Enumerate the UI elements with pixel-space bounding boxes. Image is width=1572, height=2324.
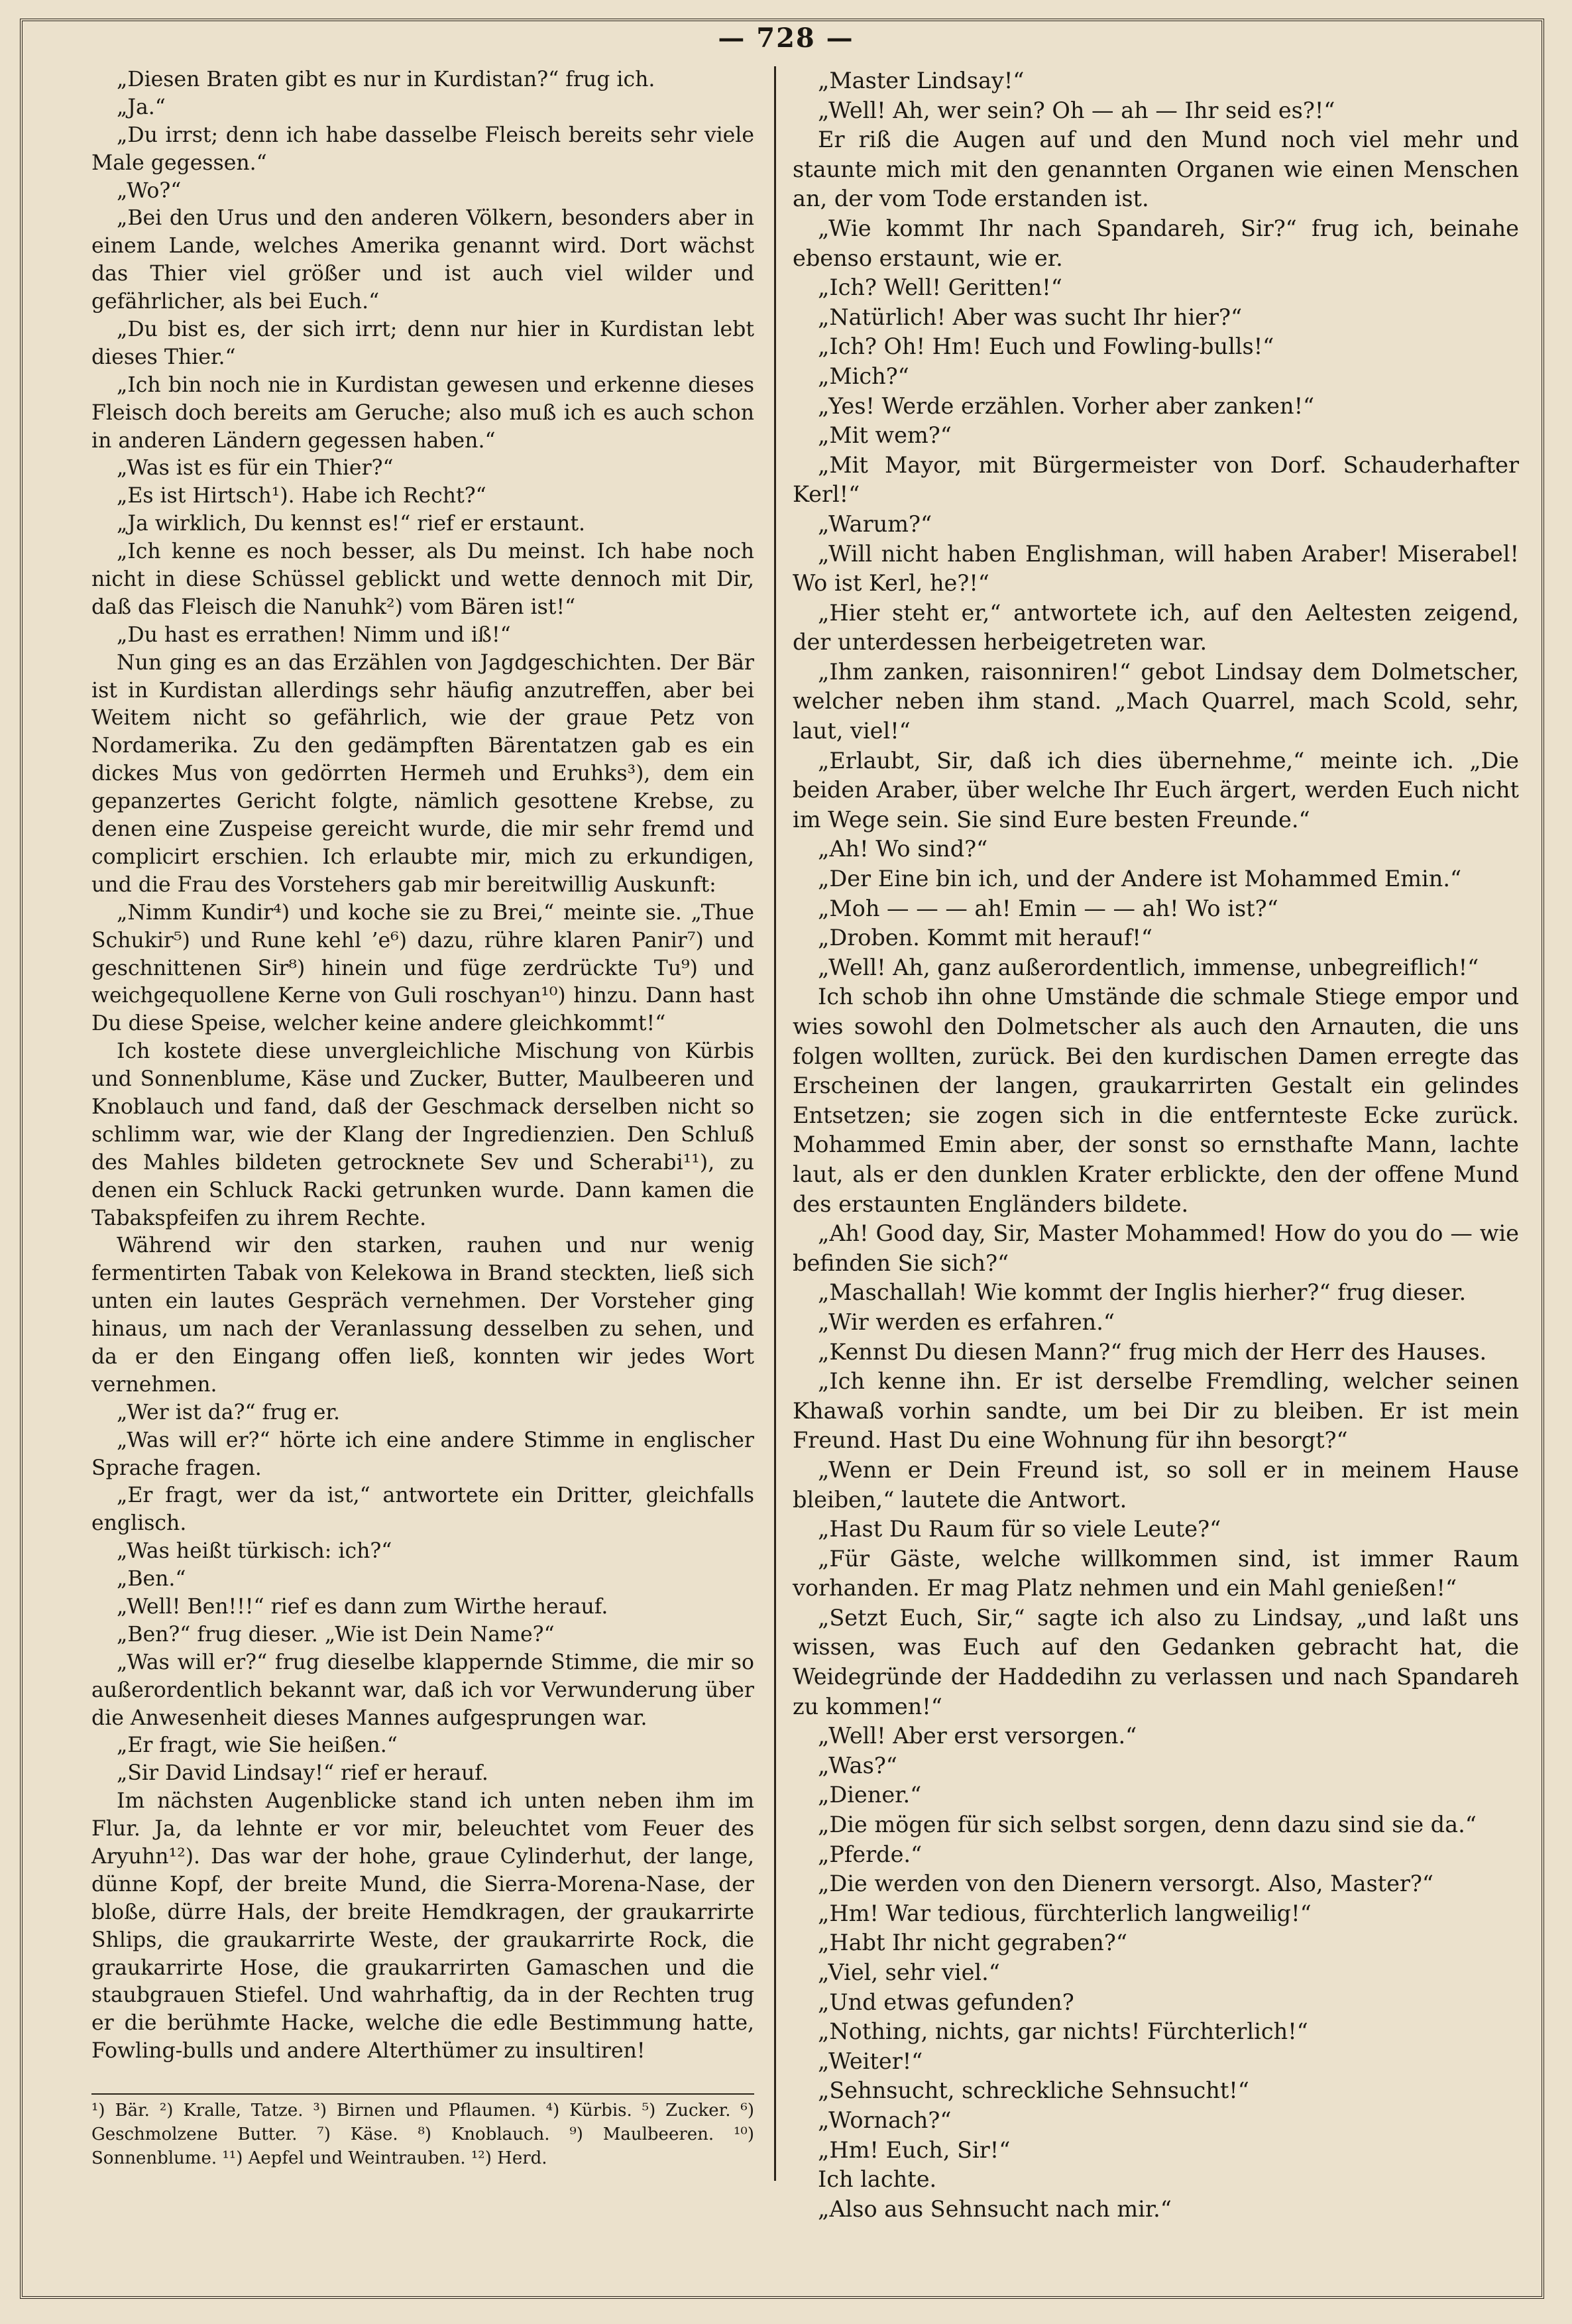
paragraph: „Hm! Euch, Sir!“	[818, 2136, 1011, 2163]
paragraph: „Was?“	[818, 1752, 897, 1778]
paragraph: „Sehnsucht, schreckliche Sehnsucht!“	[818, 2077, 1249, 2104]
paragraph: „Ihm zanken, raisonniren!“ gebot Lindsay dem Dolmetscher, welcher neben ihm stand. „Mach Quarrel, mach Scold, sehr, laut, viel!“	[793, 658, 1519, 744]
paragraph: „Ben?“ frug dieser. „Wie ist Dein Name?“	[117, 1622, 555, 1647]
paragraph: „Hier steht er,“ antwortete ich, auf den Aeltesten zeigend, der unterdessen herbeigetreten war.	[793, 599, 1519, 656]
paragraph: „Bei den Urus und den anderen Völkern, besonders aber in einem Lande, welches Amerika genannt wird. Dort wächst das Thier viel größer und ist auch viel wilder und gefährlicher, als bei Euch.“	[91, 206, 754, 314]
paragraph: „Well! Ah, ganz außerordentlich, immense, unbegreiflich!“	[818, 954, 1479, 980]
paragraph: „Kennst Du diesen Mann?“ frug mich der Herr des Hauses.	[818, 1338, 1487, 1365]
paragraph: „Wo?“	[117, 178, 182, 203]
paragraph: „Die werden von den Dienern versorgt. Also, Master?“	[818, 1871, 1434, 1897]
paragraph: „Was will er?“ frug dieselbe klappernde Stimme, die mir so außerordentlich bekannt war, daß ich vor Verwunderung über die Anwesenheit dieses Mannes aufgesprungen war.	[91, 1650, 754, 1730]
paragraph: „Die mögen für sich selbst sorgen, denn dazu sind sie da.“	[818, 1812, 1477, 1838]
footnotes: ¹) Bär. ²) Kralle, Tatze. ³) Birnen und Pflaumen. ⁴) Kürbis. ⁵) Zucker. ⁶) Geschmolzene Butter. ⁷) Käse. ⁸) Knoblauch. ⁹) Maulbeeren. ¹⁰) Sonnenblume. ¹¹) Aepfel und Weintrauben. ¹²) Herd.	[91, 2101, 754, 2168]
paragraph: Er riß die Augen auf und den Mund noch viel mehr und staunte mich mit den genannten Organen wie einen Menschen an, der vom Tode erstanden ist.	[793, 127, 1519, 212]
paragraph: „Setzt Euch, Sir,“ sagte ich also zu Lindsay, „und laßt uns wissen, was Euch auf den Gedanken gebracht hat, die Weidegründe der Haddedihn zu verlassen und nach Spandareh zu kommen!“	[793, 1604, 1519, 1719]
paragraph: „Warum?“	[818, 510, 932, 537]
paragraph: Ich kostete diese unvergleichliche Mischung von Kürbis und Sonnenblume, Käse und Zucker, Butter, Maulbeeren und Knoblauch und fand, daß der Geschmack derselben nicht so schlimm war, wie der Klang der Ingredienzien. Den Schluß des Mahles bildeten getrocknete Sev und Scherabi¹¹), zu denen ein Schluck Racki getrunken wurde. Dann kamen die Tabakspfeifen zu ihrem Rechte.	[91, 1039, 754, 1230]
paragraph: „Du hast es errathen! Nimm und iß!“	[117, 622, 511, 647]
paragraph: „Wornach?“	[818, 2107, 952, 2133]
page-number: — 728 —	[718, 23, 854, 54]
paragraph: „Und etwas gefunden?	[818, 1989, 1074, 2015]
paragraph: „Weiter!“	[818, 2048, 923, 2074]
paragraph: „Erlaubt, Sir, daß ich dies übernehme,“ meinte ich. „Die beiden Araber, über welche Ihr Euch ärgert, werden Euch nicht im Wege sein. Sie sind Eure besten Freunde.“	[793, 747, 1519, 833]
paragraph: „Was will er?“ hörte ich eine andere Stimme in englischer Sprache fragen.	[91, 1428, 754, 1480]
paragraph: „Ich? Oh! Hm! Euch und Fowling-bulls!“	[818, 333, 1274, 360]
paragraph: „Nimm Kundir⁴) und koche sie zu Brei,“ meinte sie. „Thue Schukir⁵) und Rune kehl ’e⁶) dazu, rühre klaren Panir⁷) und geschnittenen Sir⁸) hinein und füge zerdrückte Tu⁹) und weichgequollene Kerne von Guli roschyan¹⁰) hinzu. Dann hast Du diese Speise, welcher keine andere gleichkommt!“	[91, 900, 754, 1036]
column-divider	[774, 66, 776, 2181]
paragraph: „Er fragt, wer da ist,“ antwortete ein Dritter, gleichfalls englisch.	[91, 1483, 754, 1536]
paragraph: Im nächsten Augenblicke stand ich unten neben ihm im Flur. Ja, da lehnte er vor mir, beleuchtet vom Feuer des Aryuhn¹²). Das war der hohe, graue Cylinderhut, der lange, dünne Kopf, der breite Mund, die Sierra-Morena-Nase, der bloße, dürre Hals, der breite Hemdkragen, der graukarrirte Shlips, die graukarrirte Weste, der graukarrirte Rock, die graukarrirte Hose, die graukarrirten Gamaschen und die staubgrauen Stiefel. Und wahrhaftig, da in der Rechten trug er die berühmte Hacke, welche die edle Bestimmung hatte, Fowling-bulls und andere Alterthümer zu insultiren!	[91, 1789, 754, 2063]
paragraph: „Es ist Hirtsch¹). Habe ich Recht?“	[117, 484, 486, 508]
paragraph: „Für Gäste, welche willkommen sind, ist immer Raum vorhanden. Er mag Platz nehmen und ein Mahl genießen!“	[793, 1545, 1519, 1601]
paragraph: Nun ging es an das Erzählen von Jagdgeschichten. Der Bär ist in Kurdistan allerdings sehr häufig anzutreffen, aber bei Weitem nicht so gefährlich, wie der graue Petz von Nordamerika. Zu den gedämpften Bärentatzen gab es ein dickes Mus von gedörrten Hermeh und Eruhks³), dem ein gepanzertes Gericht folgte, nämlich gesottene Krebse, zu denen eine Zuspeise gereicht wurde, die mir sehr fremd und complicirt erschien. Ich erlaubte mir, mich zu erkundigen, und die Frau des Vorstehers gab mir bereitwillig Auskunft:	[91, 650, 754, 897]
left-text-column	[91, 66, 754, 2065]
paragraph: „Pferde.“	[818, 1841, 923, 1867]
paragraph: „Ich kenne es noch besser, als Du meinst. Ich habe noch nicht in diese Schüssel geblickt und wette dennoch mit Dir, daß das Fleisch die Nanuhk²) vom Bären ist!“	[91, 540, 754, 619]
paragraph: „Natürlich! Aber was sucht Ihr hier?“	[818, 304, 1243, 330]
paragraph: „Ben.“	[117, 1567, 186, 1592]
paragraph: „Du irrst; denn ich habe dasselbe Fleisch bereits sehr viele Male gegessen.“	[91, 123, 754, 175]
paragraph: Während wir den starken, rauhen und nur wenig fermentirten Tabak von Kelekowa in Brand steckten, ließ sich unten ein lautes Gespräch vernehmen. Der Vorsteher ging hinaus, um nach der Veranlassung desselben zu sehen, und da er den Eingang offen ließ, konnten wir jedes Wort vernehmen.	[91, 1234, 754, 1397]
paragraph: „Sir David Lindsay!“ rief er herauf.	[117, 1761, 488, 1786]
paragraph: „Well! Ben!!!“ rief es dann zum Wirthe herauf.	[117, 1594, 608, 1619]
paragraph: „Well! Ah, wer sein? Oh — ah — Ihr seid es?!“	[818, 97, 1335, 123]
paragraph: „Nothing, nichts, gar nichts! Fürchterlich!“	[818, 2018, 1308, 2045]
paragraph: „Der Eine bin ich, und der Andere ist Mohammed Emin.“	[818, 866, 1462, 892]
paragraph: Ich lachte.	[818, 2166, 937, 2193]
paragraph: „Yes! Werde erzählen. Vorher aber zanken!“	[818, 392, 1315, 419]
paragraph: „Droben. Kommt mit herauf!“	[818, 925, 1153, 951]
paragraph: „Du bist es, der sich irrt; denn nur hier in Kurdistan lebt dieses Thier.“	[91, 318, 754, 369]
paragraph: „Ah! Wo sind?“	[818, 836, 988, 862]
paragraph: „Diesen Braten gibt es nur in Kurdistan?“ frug ich.	[117, 68, 655, 91]
footnote-divider	[91, 2093, 754, 2095]
paragraph: „Master Lindsay!“	[818, 68, 1025, 93]
right-text-column	[793, 66, 1519, 2224]
paragraph: „Ja wirklich, Du kennst es!“ rief er erstaunt.	[117, 512, 586, 536]
paragraph: Ich schob ihn ohne Umstände die schmale Stiege empor und wies sowohl den Dolmetscher als auch den Arnauten, die uns folgen wollten, zurück. Bei den kurdischen Damen erregte das Erscheinen der langen, graukarrirten Gestalt ein gelindes Entsetzen; sie zogen sich in die entfernteste Ecke zurück. Mohammed Emin aber, der sonst so ernsthafte Mann, lachte laut, als er den dunklen Krater erblickte, den der offene Mund des erstaunten Engländers bildete.	[793, 984, 1519, 1217]
paragraph: „Will nicht haben Englishman, will haben Araber! Miserabel! Wo ist Kerl, he?!“	[793, 540, 1519, 597]
paragraph: „Wer ist da?“ frug er.	[117, 1400, 341, 1424]
paragraph: „Wir werden es erfahren.“	[818, 1308, 1115, 1335]
paragraph: „Viel, sehr viel.“	[818, 1959, 1000, 1985]
paragraph: „Ich bin noch nie in Kurdistan gewesen und erkenne dieses Fleisch doch bereits am Geruche; also muß ich es auch schon in anderen Ländern gegessen haben.“	[91, 373, 754, 453]
paragraph: „Also aus Sehnsucht nach mir.“	[818, 2195, 1172, 2222]
paragraph: „Mit wem?“	[818, 422, 952, 449]
paragraph: „Er fragt, wie Sie heißen.“	[117, 1733, 398, 1758]
paragraph: „Habt Ihr nicht gegraben?“	[818, 1930, 1127, 1956]
paragraph: „Maschallah! Wie kommt der Inglis hierher?“ frug dieser.	[818, 1279, 1467, 1306]
paragraph: „Was heißt türkisch: ich?“	[117, 1539, 392, 1564]
paragraph: „Well! Aber erst versorgen.“	[818, 1723, 1137, 1749]
paragraph: „Ah! Good day, Sir, Master Mohammed! How do you do — wie befinden Sie sich?“	[793, 1220, 1519, 1276]
paragraph: „Ich? Well! Geritten!“	[818, 274, 1062, 301]
paragraph: „Mich?“	[818, 363, 909, 389]
paragraph: „Ja.“	[117, 95, 166, 119]
paragraph: „Mit Mayor, mit Bürgermeister von Dorf. Schauderhafter Kerl!“	[793, 451, 1519, 508]
paragraph: „Hast Du Raum für so viele Leute?“	[818, 1516, 1221, 1542]
paragraph: „Was ist es für ein Thier?“	[117, 456, 394, 481]
paragraph: „Ich kenne ihn. Er ist derselbe Fremdling, welcher seinen Khawaß vorhin sandte, um bei Dir zu bleiben. Er ist mein Freund. Hast Du eine Wohnung für ihn besorgt?“	[793, 1368, 1519, 1454]
paragraph: „Moh — — — ah! Emin — — ah! Wo ist?“	[818, 895, 1278, 921]
paragraph: „Diener.“	[818, 1782, 922, 1808]
paragraph: „Wenn er Dein Freund ist, so soll er in meinem Hause bleiben,“ lautete die Antwort.	[793, 1456, 1519, 1513]
paragraph: „Wie kommt Ihr nach Spandareh, Sir?“ frug ich, beinahe ebenso erstaunt, wie er.	[793, 215, 1519, 271]
paragraph: „Hm! War tedious, fürchterlich langweilig!“	[818, 1900, 1312, 1926]
